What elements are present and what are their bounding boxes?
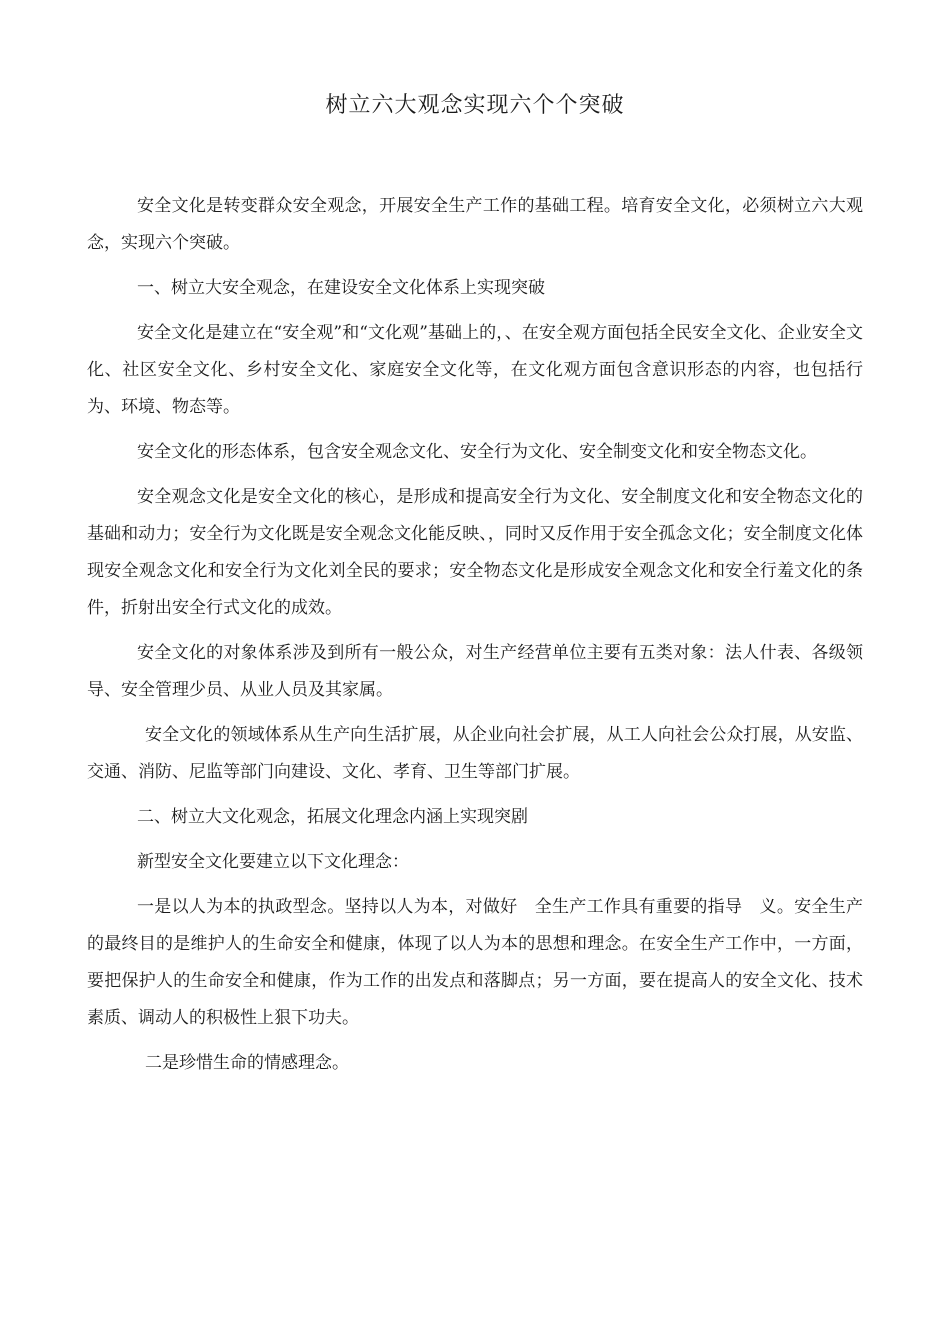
- paragraph-cherish-life: 二是珍惜生命的情感理念。: [145, 1053, 349, 1073]
- paragraph-safety-culture-basis: 安全文化是建立在“安全观”和“文化观”基础上的，、在安全观方面包括全民安全文化、企业安全文化、社区安全文化、乡村安全文化、家庭安全文化等，在文化观方面包含意识形态的内容，也包括行为、环境、物态等。: [87, 323, 863, 417]
- paragraph-new-concepts: 新型安全文化要建立以下文化理念：: [137, 852, 409, 872]
- paragraph-intro: 安全文化是转变群众安全观念，开展安全生产工作的基础工程。培育安全文化，必须树立六大观念，实现六个突破。: [87, 196, 863, 253]
- paragraph-form-system: 安全文化的形态体系，包含安全观念文化、安全行为文化、安全制变文化和安全物态文化。: [137, 442, 817, 462]
- section-heading-1: 一、树立大安全观念，在建设安全文化体系上实现突破: [137, 278, 545, 298]
- paragraph-domain-system: 安全文化的领域体系从生产向生活扩展，从企业向社会扩展，从工人向社会公众打展，从安监、交通、消防、尼监等部门向建设、文化、孝育、卫生等部门扩展。: [87, 725, 863, 782]
- paragraph-object-system: 安全文化的对象体系涉及到所有一般公众，对生产经营单位主要有五类对象：法人什表、各级领导、安全管理少员、从业人员及其家属。: [87, 643, 863, 700]
- document-body: [87, 188, 863, 1090]
- paragraph-people-oriented: 一是以人为本的执政型念。坚持以人为本，对做好 全生产工作具有重要的指导 义。安全生产的最终目的是维护人的生命安全和健康，体现了以人为本的思想和理念。在安全生产工作中，一方面，要把保护人的生命安全和健康，作为工作的出发点和落脚点；另一方面，要在提高人的安全文化、技术素质、调动人的积极性上狠下功夫。: [87, 897, 863, 1028]
- document-title: 树立六大观念实现六个个突破: [325, 93, 625, 118]
- section-heading-2: 二、树立大文化观念，拓展文化理念内涵上实现突剧: [137, 807, 528, 827]
- paragraph-concept-culture: 安全观念文化是安全文化的核心，是形成和提高安全行为文化、安全制度文化和安全物态文化的基础和动力；安全行为文化既是安全观念文化能反映、，同时又反作用于安全孤念文化；安全制度文化体现安全观念文化和安全行为文化刘全民的要求；安全物态文化是形成安全观念文化和安全行羞文化的条件，折射出安全行式文化的成效。: [87, 487, 863, 618]
